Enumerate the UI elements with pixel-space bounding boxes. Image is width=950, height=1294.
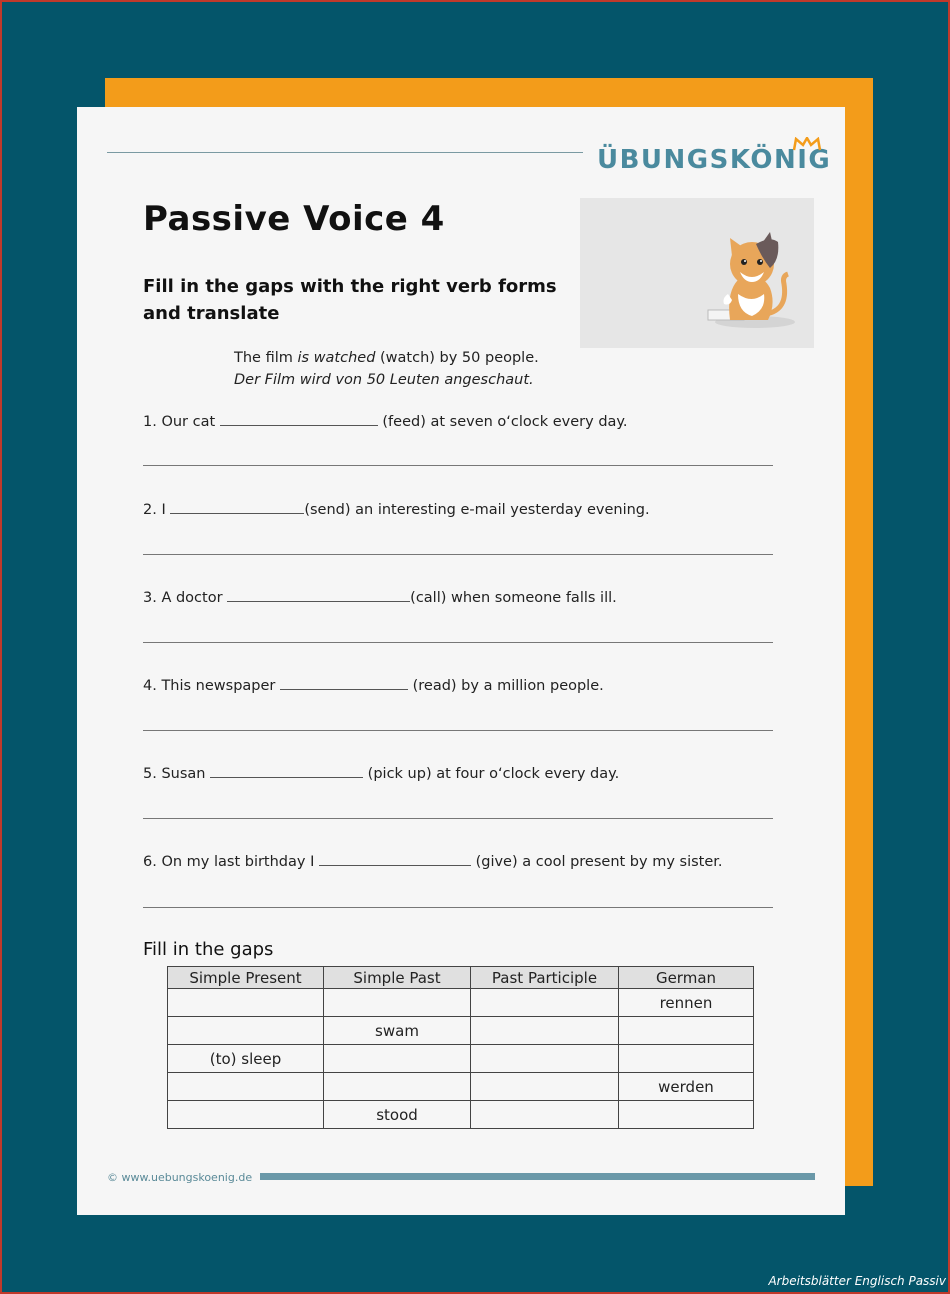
- exercise-4: [143, 675, 604, 694]
- example-verb: is watched: [297, 350, 376, 366]
- exercise-text: (read) by a million people.: [408, 678, 604, 694]
- answer-gap[interactable]: [210, 763, 363, 778]
- example-translation: Der Film wird von 50 Leuten angeschaut.: [234, 372, 534, 388]
- table-row: [168, 1017, 754, 1045]
- table-row: [168, 1073, 754, 1101]
- table-row: [168, 1101, 754, 1129]
- table-cell[interactable]: [619, 1101, 754, 1129]
- example-suffix: (watch) by 50 people.: [375, 350, 539, 366]
- column-header: Simple Past: [324, 967, 471, 989]
- answer-gap[interactable]: [170, 499, 304, 514]
- exercise-text: (send) an interesting e-mail yesterday evening.: [304, 502, 650, 518]
- exercise-text: 4. This newspaper: [143, 678, 280, 694]
- exercise-text: 3. A doctor: [143, 590, 228, 606]
- exercise-text: (pick up) at four o‘clock every day.: [363, 766, 620, 782]
- answer-gap[interactable]: [220, 411, 378, 426]
- crown-icon: [793, 137, 821, 151]
- table-cell[interactable]: [168, 1101, 324, 1129]
- exercise-text: 5. Susan: [143, 766, 211, 782]
- exercise-1: [143, 411, 628, 430]
- table-cell[interactable]: [324, 1073, 471, 1101]
- example-prefix: The film: [234, 350, 298, 366]
- table-cell[interactable]: [619, 1017, 754, 1045]
- translation-line[interactable]: [143, 907, 773, 908]
- table-cell: werden: [619, 1073, 754, 1101]
- example-english: [234, 347, 539, 369]
- table-cell[interactable]: [324, 989, 471, 1017]
- exercise-5: [143, 763, 619, 782]
- brand-logo: ÜBUNGSKÖNIG: [597, 145, 832, 175]
- column-header: Past Participle: [471, 967, 619, 989]
- exercise-6: [143, 851, 723, 870]
- table-cell[interactable]: [471, 989, 619, 1017]
- table-header-row: [168, 967, 754, 989]
- page-title: Passive Voice 4: [143, 199, 445, 239]
- cat-illustration: [580, 198, 814, 348]
- translation-line[interactable]: [143, 730, 773, 731]
- exercise-3: [143, 587, 617, 606]
- translation-line[interactable]: [143, 465, 773, 466]
- exercise-text: 6. On my last birthday I: [143, 854, 319, 870]
- exercise-text: (call) when someone falls ill.: [410, 590, 617, 606]
- translation-line[interactable]: [143, 554, 773, 555]
- table-cell: swam: [324, 1017, 471, 1045]
- footer-url[interactable]: © www.uebungskoenig.de: [107, 1171, 253, 1184]
- exercise-text: (give) a cool present by my sister.: [470, 854, 723, 870]
- table-cell[interactable]: [168, 1073, 324, 1101]
- answer-gap[interactable]: [280, 675, 408, 690]
- header-rule: [107, 152, 583, 153]
- table-row: [168, 989, 754, 1017]
- exercise-text: 1. Our cat: [143, 414, 220, 430]
- table-cell[interactable]: [324, 1045, 471, 1073]
- cat-icon: [580, 198, 814, 348]
- table-cell[interactable]: [471, 1073, 619, 1101]
- verb-forms-table: [167, 966, 754, 1129]
- footer-bar: [260, 1173, 815, 1180]
- exercise-text: 2. I: [143, 502, 171, 518]
- table-cell[interactable]: [619, 1045, 754, 1073]
- table-cell[interactable]: [471, 1101, 619, 1129]
- exercise-2: [143, 499, 650, 518]
- translation-line[interactable]: [143, 818, 773, 819]
- worksheet: [77, 107, 845, 1215]
- table-cell: rennen: [619, 989, 754, 1017]
- table-cell: stood: [324, 1101, 471, 1129]
- instructions: Fill in the gaps with the right verb forms and translate: [143, 276, 557, 324]
- column-header: German: [619, 967, 754, 989]
- table-cell[interactable]: [168, 989, 324, 1017]
- exercise-text: (feed) at seven o‘clock every day.: [377, 414, 628, 430]
- table-cell[interactable]: [168, 1017, 324, 1045]
- column-header: Simple Present: [168, 967, 324, 989]
- table-cell[interactable]: [471, 1045, 619, 1073]
- answer-gap[interactable]: [319, 851, 471, 866]
- table-title: Fill in the gaps: [143, 939, 274, 960]
- table-cell[interactable]: [471, 1017, 619, 1045]
- table-row: [168, 1045, 754, 1073]
- answer-gap[interactable]: [227, 587, 410, 602]
- table-cell: (to) sleep: [168, 1045, 324, 1073]
- translation-line[interactable]: [143, 642, 773, 643]
- example-sentence: [234, 347, 539, 391]
- watermark: Arbeitsblätter Englisch Passiv: [768, 1274, 946, 1288]
